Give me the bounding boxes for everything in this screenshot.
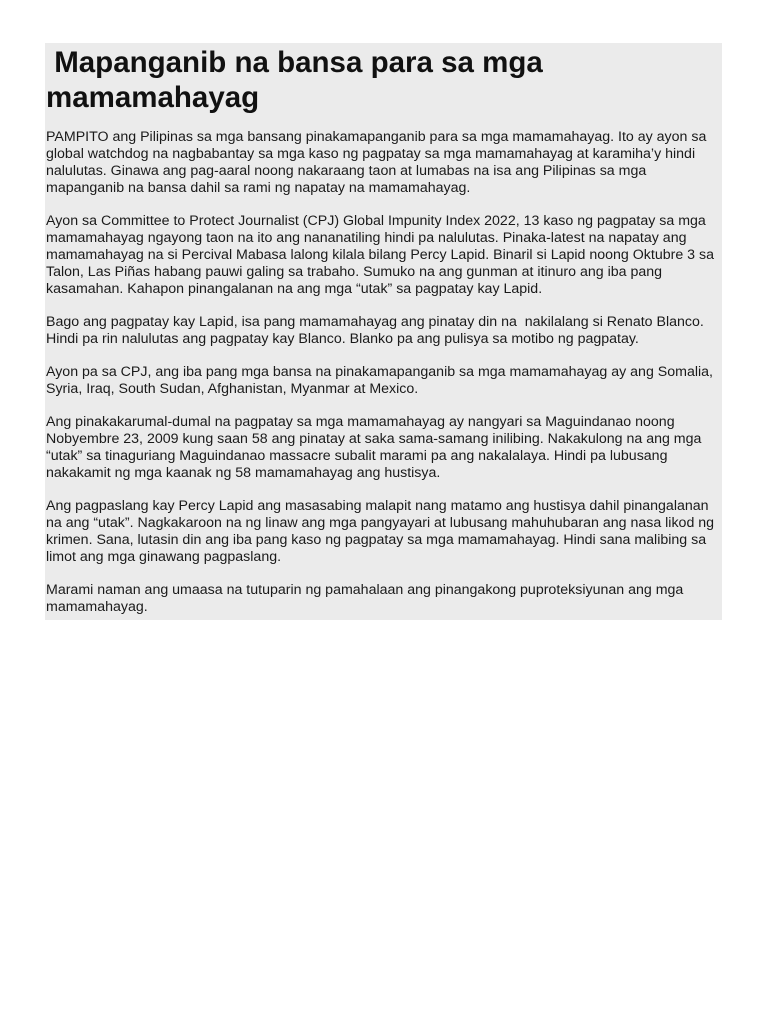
article: [45, 43, 722, 620]
article-paragraph: Ang pinakakarumal-dumal na pagpatay sa mga mamamahayag ay nangyari sa Maguindanao noong Nobyembre 23, 2009 kung saan 58 ang pinatay at saka sama-samang inilibing. Nakakulong na ang mga “utak” sa tinaguriang Maguindanao massacre subalit marami pa ang nakalalaya. Hindi pa lubusang nakakamit ng mga kaanak ng 58 mamamahayag ang hustisya.: [46, 414, 706, 481]
article-paragraph: Ang pagpaslang kay Percy Lapid ang masasabing malapit nang matamo ang hustisya dahil pinangalanan na ang “utak”. Nagkakaroon na ng linaw ang mga pangyayari at lubusang mahuhubaran ang nasa likod ng krimen. Sana, lutasin din ang iba pang kaso ng pagpatay sa mga mamamahayag. Hindi sana malibing sa limot ang mga ginawang pagpaslang.: [46, 498, 719, 565]
article-paragraph: Marami naman ang umaasa na tutuparin ng pamahalaan ang pinangakong puproteksiyunan ang mga mamamahayag.: [46, 582, 688, 615]
article-paragraph: Ayon pa sa CPJ, ang iba pang mga bansa na pinakamapanganib sa mga mamamahayag ay ang Somalia, Syria, Iraq, South Sudan, Afghanistan, Myanmar at Mexico.: [46, 364, 717, 397]
article-paragraph: Bago ang pagpatay kay Lapid, isa pang mamamahayag ang pinatay din na nakilalang si Renato Blanco. Hindi pa rin nalulutas ang pagpatay kay Blanco. Blanko pa ang pulisya sa motibo ng pagpatay.: [46, 314, 708, 347]
article-paragraph: Ayon sa Committee to Protect Journalist (CPJ) Global Impunity Index 2022, 13 kaso ng pagpatay sa mga mamamahayag ngayong taon na ito ang nananatiling hindi pa nalulutas. Pinaka-latest na napatay ang mamamahayag na si Percival Mabasa lalong kilala bilang Percy Lapid. Binaril si Lapid noong Oktubre 3 sa Talon, Las Piñas habang pauwi galing sa trabaho. Sumuko na ang gunman at itinuro ang iba pang kasamahan. Kahapon pinangalanan na ang mga “utak” sa pagpatay kay Lapid.: [46, 213, 718, 297]
article-body: [45, 115, 722, 616]
article-paragraph: PAMPITO ang Pilipinas sa mga bansang pinakamapanganib para sa mga mamamahayag. Ito ay ayon sa global watchdog na nagbabantay sa mga kaso ng pagpatay sa mga mamamahayag at karamiha’y hindi nalulutas. Ginawa ang pag-aaral noong nakaraang taon at lumabas na isa ang Pilipinas sa mga mapanganib na bansa dahil sa rami ng napatay na mamamahayag.: [46, 129, 711, 196]
article-title: Mapanganib na bansa para sa mga mamamahayag: [46, 46, 551, 114]
